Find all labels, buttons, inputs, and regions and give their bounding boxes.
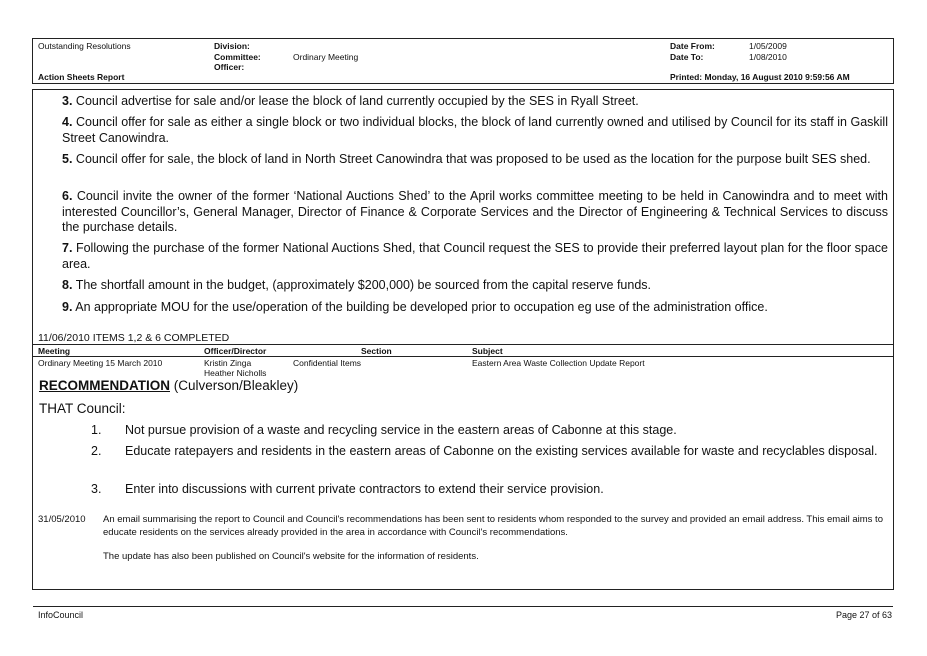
recommendation-text: Not pursue provision of a waste and recycling service in the eastern areas of Cabonne at this stage. [125,423,677,437]
resolution-text: Council offer for sale as either a single block or two individual blocks, the block of land currently owned and utilised by Council for its staff in Gaskill Street Canowindra. [62,115,888,145]
row-subject: Eastern Area Waste Collection Update Report [472,358,645,368]
date-to-label: Date To: [670,52,704,62]
column-header-meeting: Meeting [38,346,71,356]
resolution-text: Council advertise for sale and/or lease the block of land currently occupied by the SES in Ryall Street. [75,94,639,108]
page-number: Page 27 of 63 [835,610,892,620]
note-date: 31/05/2010 [38,514,86,525]
officer-label: Officer: [214,62,245,72]
recommendation-heading [39,378,298,393]
resolution-number: 4. [62,115,73,129]
resolution-item [62,241,888,272]
resolution-number: 7. [62,241,73,255]
committee-label: Committee: [214,52,261,62]
resolution-text: An appropriate MOU for the use/operation of the building be developed prior to occupation eg use of the administration office. [75,300,768,314]
recommendation-intro: THAT Council: [39,401,126,416]
resolution-number: 9. [62,300,73,314]
date-from-value: 1/05/2009 [749,41,787,51]
recommendation-movers: (Culverson/Bleakley) [170,378,299,393]
resolution-item [62,152,888,168]
table-top-rule [33,344,893,345]
printed-label: Printed: [670,72,703,82]
note-text-2: The update has also been published on Council's website for the information of residents. [103,551,479,562]
recommendation-text: Enter into discussions with current private contractors to extend their service provision. [125,482,604,496]
column-header-officer: Officer/Director [204,346,267,356]
resolution-number: 6. [62,189,73,203]
date-to-value: 1/08/2010 [749,52,787,62]
footer-left: InfoCouncil [38,610,84,620]
resolution-text: Council offer for sale, the block of land in North Street Canowindra that was proposed to be used as the location for the purpose built SES shed. [75,152,871,166]
resolution-text: Following the purchase of the former National Auctions Shed, that Council request the SES to provide their preferred layout plan for the floor space area. [62,241,888,271]
resolution-number: 8. [62,278,73,292]
printed-line [670,72,850,82]
report-name: Outstanding Resolutions [38,41,131,51]
date-from-label: Date From: [670,41,715,51]
recommendation-text: Educate ratepayers and residents in the eastern areas of Cabonne on the existing services available for waste and recyclables disposal. [125,444,878,458]
resolution-text: The shortfall amount in the budget, (approximately $200,000) be sourced from the capital reserve funds. [75,278,652,292]
footer-rule [33,606,893,607]
recommendation-title: RECOMMENDATION [39,378,170,393]
row-officer-1: Kristin Zinga [204,358,252,368]
resolution-number: 5. [62,152,73,166]
row-meeting: Ordinary Meeting 15 March 2010 [38,358,163,368]
resolution-item [62,94,888,110]
column-header-subject: Subject [472,346,503,356]
committee-value: Ordinary Meeting [293,52,359,62]
resolution-item [62,278,888,294]
status-note: 11/06/2010 ITEMS 1,2 & 6 COMPLETED [38,332,230,344]
resolution-item [62,115,888,146]
resolution-number: 3. [62,94,73,108]
resolution-text: Council invite the owner of the former ‘National Auctions Shed’ to the April works committee meeting to be held in Canowindra and to meet with interested Councillor’s, General Manager, Director of Finance & Corporate Services and the Director of Engineering & Technical Services to discuss the purchase details. [62,189,888,234]
division-label: Division: [214,41,250,51]
table-header-rule [33,356,893,357]
recommendation-number: 1. [91,423,102,437]
resolution-item [62,189,888,236]
column-header-section: Section [361,346,392,356]
resolution-item [62,300,888,316]
note-text: An email summarising the report to Council and Council's recommendations has been sent to residents whom responded to the survey and provided an email address. This email aims to educate residents on the services already provided in the area in accordance with Council's recommendations. [103,514,883,538]
printed-value: Monday, 16 August 2010 9:59:56 AM [704,72,850,82]
recommendation-number: 3. [91,482,102,496]
row-section: Confidential Items [293,358,362,368]
recommendation-number: 2. [91,444,102,458]
row-officer-2: Heather Nicholls [204,368,267,378]
report-type: Action Sheets Report [38,72,125,82]
